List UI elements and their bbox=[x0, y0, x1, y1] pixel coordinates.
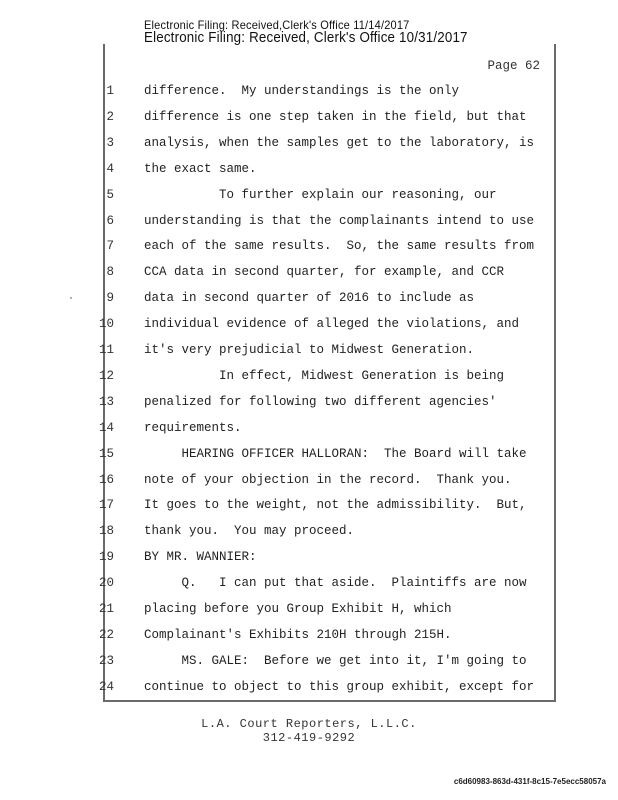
transcript-line bbox=[0, 524, 618, 544]
line-text: individual evidence of alleged the violations, and bbox=[144, 317, 520, 332]
line-text: data in second quarter of 2016 to include as bbox=[144, 291, 475, 306]
line-number: 13 bbox=[98, 394, 114, 409]
filing-stamp-secondary: Electronic Filing: Received,Clerk's Office 11/14/2017 bbox=[144, 18, 410, 32]
line-text: Complainant's Exhibits 210H through 215H. bbox=[144, 627, 452, 642]
line-number: 14 bbox=[98, 420, 114, 435]
line-number: 2 bbox=[106, 109, 114, 124]
line-text: CCA data in second quarter, for example, and CCR bbox=[144, 265, 505, 280]
transcript-line bbox=[0, 447, 618, 467]
scan-speck bbox=[70, 297, 72, 299]
transcript-line bbox=[0, 421, 618, 441]
line-text: In effect, Midwest Generation is being bbox=[144, 368, 505, 383]
line-text: understanding is that the complainants intend to use bbox=[144, 213, 535, 228]
line-text: analysis, when the samples get to the laboratory, is bbox=[144, 135, 535, 150]
line-text: To further explain our reasoning, our bbox=[144, 187, 497, 202]
line-text: Q. I can put that aside. Plaintiffs are now bbox=[144, 576, 527, 591]
transcript-line bbox=[0, 473, 618, 493]
line-number: 11 bbox=[98, 343, 114, 357]
line-number: 16 bbox=[98, 472, 114, 487]
line-number: 15 bbox=[98, 446, 114, 461]
line-number: 3 bbox=[106, 135, 114, 150]
line-text: difference. My understandings is the only bbox=[144, 84, 460, 98]
line-number: 22 bbox=[98, 627, 114, 642]
line-text: requirements. bbox=[144, 420, 242, 435]
line-text: BY MR. WANNIER: bbox=[144, 550, 257, 565]
transcript-line bbox=[0, 576, 618, 596]
transcript-line bbox=[0, 317, 618, 337]
transcript-line bbox=[0, 291, 618, 311]
line-number: 5 bbox=[106, 187, 114, 202]
line-number: 21 bbox=[98, 602, 114, 616]
line-text: each of the same results. So, the same results from bbox=[144, 239, 535, 254]
line-number: 6 bbox=[106, 213, 114, 228]
line-number: 24 bbox=[98, 679, 114, 694]
line-number: 23 bbox=[98, 653, 114, 668]
line-number: 17 bbox=[98, 498, 114, 513]
transcript-line bbox=[0, 602, 618, 622]
line-text: penalized for following two different agencies' bbox=[144, 394, 497, 409]
transcript-line bbox=[0, 265, 618, 285]
line-text: It goes to the weight, not the admissibility. But, bbox=[144, 498, 527, 513]
line-number: 10 bbox=[98, 317, 114, 332]
line-number: 9 bbox=[106, 291, 114, 306]
line-number: 8 bbox=[106, 265, 114, 280]
transcript-line bbox=[0, 214, 618, 234]
transcript-line bbox=[0, 136, 618, 156]
reporter-phone: 312-419-9292 bbox=[262, 731, 356, 745]
line-number: 7 bbox=[106, 239, 114, 254]
transcript-line bbox=[0, 550, 618, 570]
line-number: 20 bbox=[98, 576, 114, 591]
line-text: MS. GALE: Before we get into it, I'm going to bbox=[144, 653, 527, 668]
line-number: 12 bbox=[98, 368, 114, 383]
line-number: 1 bbox=[106, 84, 114, 98]
transcript-line bbox=[0, 395, 618, 415]
page-number: Page 62 bbox=[487, 59, 540, 73]
transcript-line bbox=[0, 239, 618, 259]
transcript-line bbox=[0, 84, 618, 104]
line-text: difference is one step taken in the field, but that bbox=[144, 109, 527, 124]
transcript-line bbox=[0, 343, 618, 363]
transcript-line bbox=[0, 680, 618, 700]
transcript-line bbox=[0, 162, 618, 182]
reporter-name: L.A. Court Reporters, L.L.C. bbox=[201, 717, 417, 731]
transcript-line bbox=[0, 654, 618, 674]
transcript-line bbox=[0, 369, 618, 389]
transcript-line bbox=[0, 628, 618, 648]
line-number: 4 bbox=[106, 161, 114, 176]
line-text: HEARING OFFICER HALLORAN: The Board will take bbox=[144, 446, 527, 461]
document-hash: c6d60983-863d-431f-8c15-7e5ecc58057a bbox=[453, 777, 606, 786]
transcript-line bbox=[0, 188, 618, 208]
line-text: it's very prejudicial to Midwest Generation. bbox=[144, 343, 475, 357]
line-number: 18 bbox=[98, 524, 114, 539]
line-text: the exact same. bbox=[144, 161, 257, 176]
transcript-line bbox=[0, 110, 618, 130]
line-text: placing before you Group Exhibit H, which bbox=[144, 602, 452, 616]
line-number: 19 bbox=[98, 550, 114, 565]
filing-stamp-primary: Electronic Filing: Received, Clerk's Office 10/31/2017 bbox=[144, 30, 468, 46]
line-text: continue to object to this group exhibit, except for bbox=[144, 679, 535, 694]
transcript-line bbox=[0, 498, 618, 518]
line-text: thank you. You may proceed. bbox=[144, 524, 355, 539]
line-text: note of your objection in the record. Thank you. bbox=[144, 472, 512, 487]
